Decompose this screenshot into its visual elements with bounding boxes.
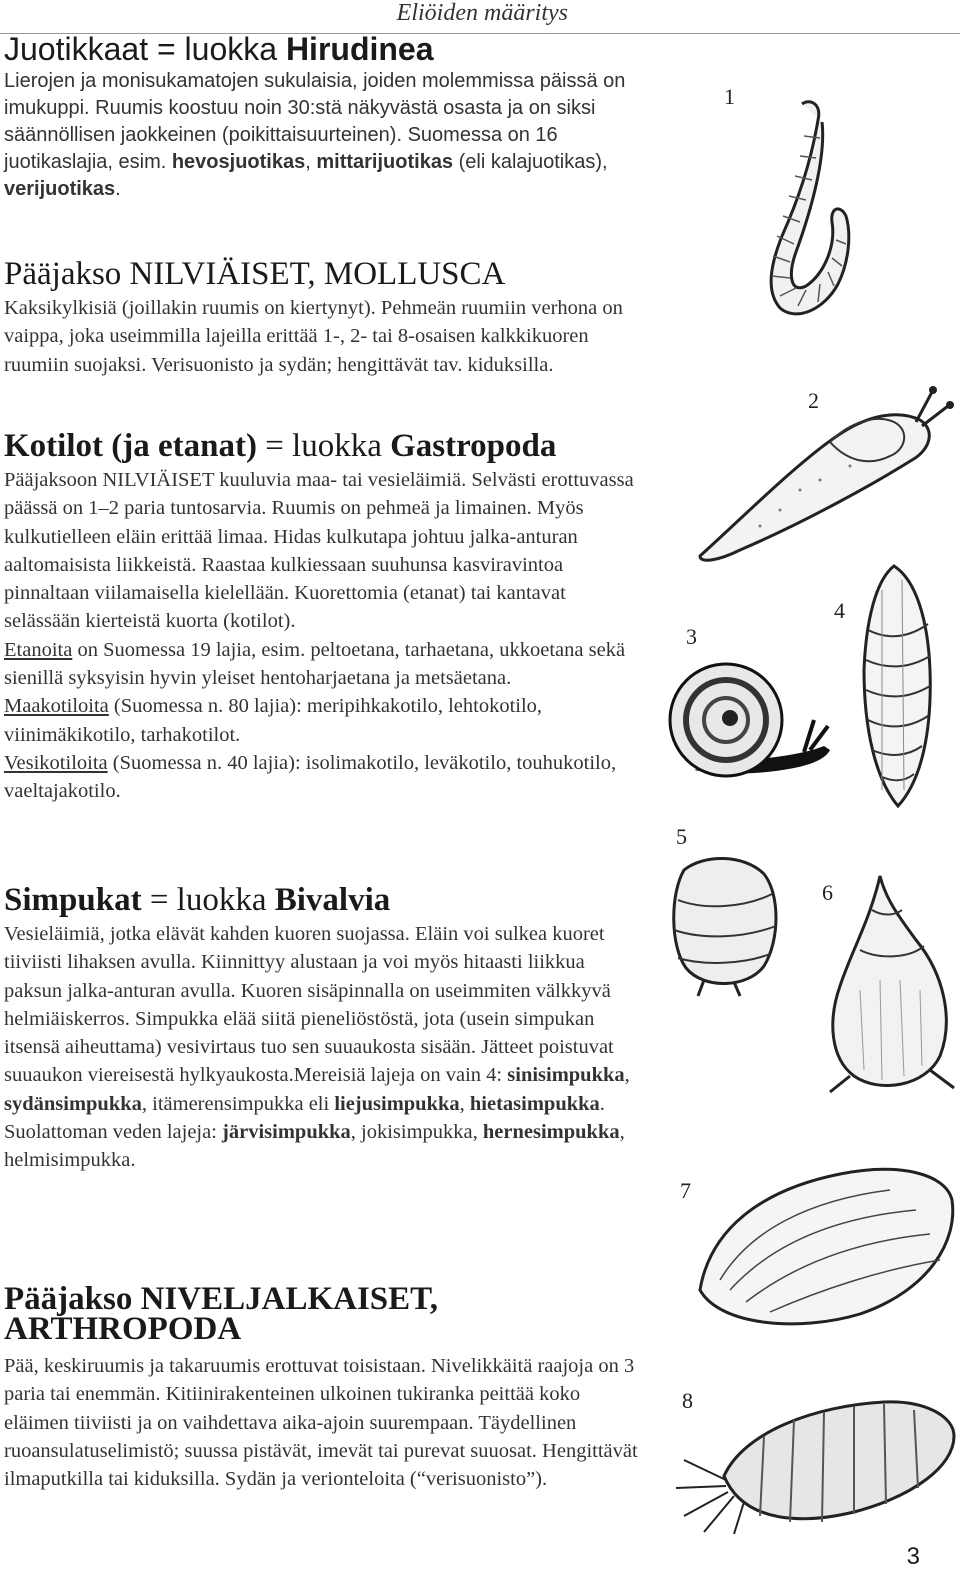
etanoita-label: Etanoita <box>4 638 73 661</box>
section-bivalvia <box>4 884 640 1175</box>
page-number: 3 <box>906 1543 920 1570</box>
species-verijuotikas: verijuotikas <box>4 178 116 200</box>
species-sinisimpukka: sinisimpukka <box>507 1064 625 1087</box>
bivalvia-paragraph-2 <box>4 1118 640 1175</box>
leeches-heading-text: Juotikkaat = luokka <box>4 31 286 67</box>
maakotiloita-label: Maakotiloita <box>4 695 109 718</box>
section-gastropoda <box>4 430 640 806</box>
bivalvia-heading <box>4 884 640 916</box>
gastropoda-paragraph-1: Pääjaksoon NILVIÄISET kuuluvia maa- tai vesieläimiä. Selvästi erottuvassa päässä on 1–2 paria tuntosarvia. Ruumis on pehmeä ja limainen. Myös kulkutielleen eläin erittää limaa. Hidas kulkutapa johtuu jalka-anturan aaltomaisista liikkeistä. Raastaa kulkiessaan suuhunsa kasviravintoa pinnaltaan viilamaisella kielellään. Kuorettomia (etanat) tai kantavat selässään kierteistä kuorta (kotilot). <box>4 469 634 633</box>
bivalvia-end: . <box>599 1092 605 1115</box>
bivalvia-text: Vesieläimiä, jotka elävät kahden kuoren suojassa. Eläin voi sulkea kuoret tiiviisti lihaksen avulla. Kiinnittyy alustaan ja voi myös hitaasti liikkua paksun jalka-anturan avulla. Kuoren sisäpinnalla on useimmiten välkkyvä helmiäiskerros. Simpukka elää siitä pieneliöstöstä, jota (usein simpukan itsensä aiheuttama) vesivirtaus tuo sen suuaukosta sisään. Jätteet poistuvat suuaukon viereisestä hylkyaukosta.Mereisiä lajeja on vain 4: <box>4 923 614 1087</box>
vesikotiloita-text: (Suomessa n. 40 lajia): isolimakotilo, leväkotilo, touhukotilo, vaeltajakotilo. <box>4 751 617 803</box>
species-mittarijuotikas: mittarijuotikas <box>316 151 454 173</box>
gastropoda-heading-a: Kotilot (ja etanat) <box>4 428 257 464</box>
gastropoda-paragraph-3 <box>4 692 640 749</box>
vesikotiloita-label: Vesikotiloita <box>4 751 108 774</box>
leeches-sep: , <box>305 151 317 173</box>
species-hernesimpukka: hernesimpukka <box>482 1121 620 1144</box>
leeches-text: Lierojen ja monisukamatojen sukulaisia, joiden molemmissa päissä on imukuppi. Ruumis koostuu noin 30:stä näkyvästä osasta ja on siksi säännöllisen jaokkeinen (poikittaisuurteinen). Suomessa on 16 juotikaslajia, esim. <box>4 70 626 173</box>
leeches-text-2: (eli kalajuotikas), <box>453 151 608 173</box>
gastropoda-heading <box>4 430 640 462</box>
figure-number-5: 5 <box>676 824 687 849</box>
arthropoda-paragraph: Pää, keskiruumis ja takaruumis erottuvat toisistaan. Nivelikkäitä raajoja on 3 paria tai enemmän. Kitiinirakenteinen ulkoinen tukiranka peittää koko eläimen tiiviisti ja on vaihdettava aika-ajoin suurempaan. Täydellinen ruoansulatuselimistö; suussa pistävät, imevät tai purevat suuosat. Hengittävät ilmaputkilla tai kiduksilla. Sydän ja verionteloita (“verisuonisto”). <box>4 1355 638 1491</box>
leeches-heading-latin: Hirudinea <box>285 31 434 67</box>
gastropoda-heading-latin: Gastropoda <box>390 428 557 464</box>
pond-snail-illustration <box>820 870 960 1100</box>
section-arthropoda <box>4 1281 640 1493</box>
small-shell-illustration <box>664 850 784 1000</box>
mollusca-paragraph: Kaksikylkisiä (joillakin ruumis on kiertynyt). Pehmeän ruumiin verhona on vaippa, joka useimmilla lajeilla erittää 1-, 2- tai 8-osaisen kalkkikuoren ruumiin suojaksi. Verisuonisto ja sydän; hengittävät tav. kiduksilla. <box>4 297 623 376</box>
species-liejusimpukka: liejusimpukka <box>334 1092 460 1115</box>
snail-illustration <box>664 650 834 800</box>
species-hevosjuotikas: hevosjuotikas <box>171 151 306 173</box>
leeches-paragraph <box>4 68 640 203</box>
species-hietasimpukka: hietasimpukka <box>469 1092 600 1115</box>
slug-illustration <box>680 370 960 570</box>
section-leeches <box>4 32 640 203</box>
gastropoda-paragraph-4 <box>4 749 640 806</box>
bivalvia-heading-b: = luokka <box>141 882 275 918</box>
mussel-illustration <box>690 1150 960 1330</box>
etanoita-text: on Suomessa 19 lajia, esim. peltoetana, tarhaetana, ukkoetana sekä sienillä syksyisin hyvin yleiset hentoharjaetana ja metsäetana. <box>4 638 626 690</box>
figure-number-2: 2 <box>808 388 819 413</box>
bivalvia-sep-2: , itämerensimpukka eli <box>141 1092 335 1115</box>
leeches-heading <box>4 32 640 66</box>
maakotiloita-text: (Suomessa n. 80 lajia): meripihkakotilo, lehtokotilo, viinimäkikotilo, tarhakotilot. <box>4 695 543 746</box>
species-sydansimpukka: sydänsimpukka <box>4 1092 142 1115</box>
freshwater-sep: , jokisimpukka, <box>350 1121 483 1144</box>
freshwater-end: , helmisimpukka. <box>4 1121 625 1172</box>
crustacean-illustration <box>664 1376 960 1536</box>
leech-illustration <box>740 96 870 326</box>
figure-number-3: 3 <box>686 624 697 649</box>
figure-number-1: 1 <box>724 84 735 109</box>
figure-number-6: 6 <box>822 880 833 905</box>
bivalvia-sep-1: , <box>624 1064 630 1087</box>
mollusca-heading: Pääjakso NILVIÄISET, MOLLUSCA <box>4 256 506 292</box>
bivalvia-heading-a: Simpukat <box>4 882 142 918</box>
freshwater-text: Suolattoman veden lajeja: <box>4 1121 223 1144</box>
bivalvia-sep-3: , <box>459 1092 470 1115</box>
section-mollusca <box>4 258 640 379</box>
figure-number-7: 7 <box>680 1178 691 1203</box>
elongated-shell-illustration <box>858 560 934 810</box>
gastropoda-paragraph-2 <box>4 636 640 693</box>
arthropoda-heading <box>4 1281 640 1347</box>
header-title: Eliöiden määritys <box>396 0 568 26</box>
leeches-end: . <box>115 178 121 200</box>
arthropoda-heading-2: ARTHROPODA <box>4 1311 242 1347</box>
species-jarvisimpukka: järvisimpukka <box>222 1121 351 1144</box>
arthropoda-heading-1: Pääjakso NIVELJALKAISET, <box>4 1281 438 1317</box>
figure-number-4: 4 <box>834 598 845 623</box>
figure-number-8: 8 <box>682 1388 693 1413</box>
gastropoda-heading-b: = luokka <box>256 428 391 464</box>
bivalvia-heading-latin: Bivalvia <box>274 882 391 918</box>
bivalvia-paragraph-1 <box>4 920 640 1118</box>
